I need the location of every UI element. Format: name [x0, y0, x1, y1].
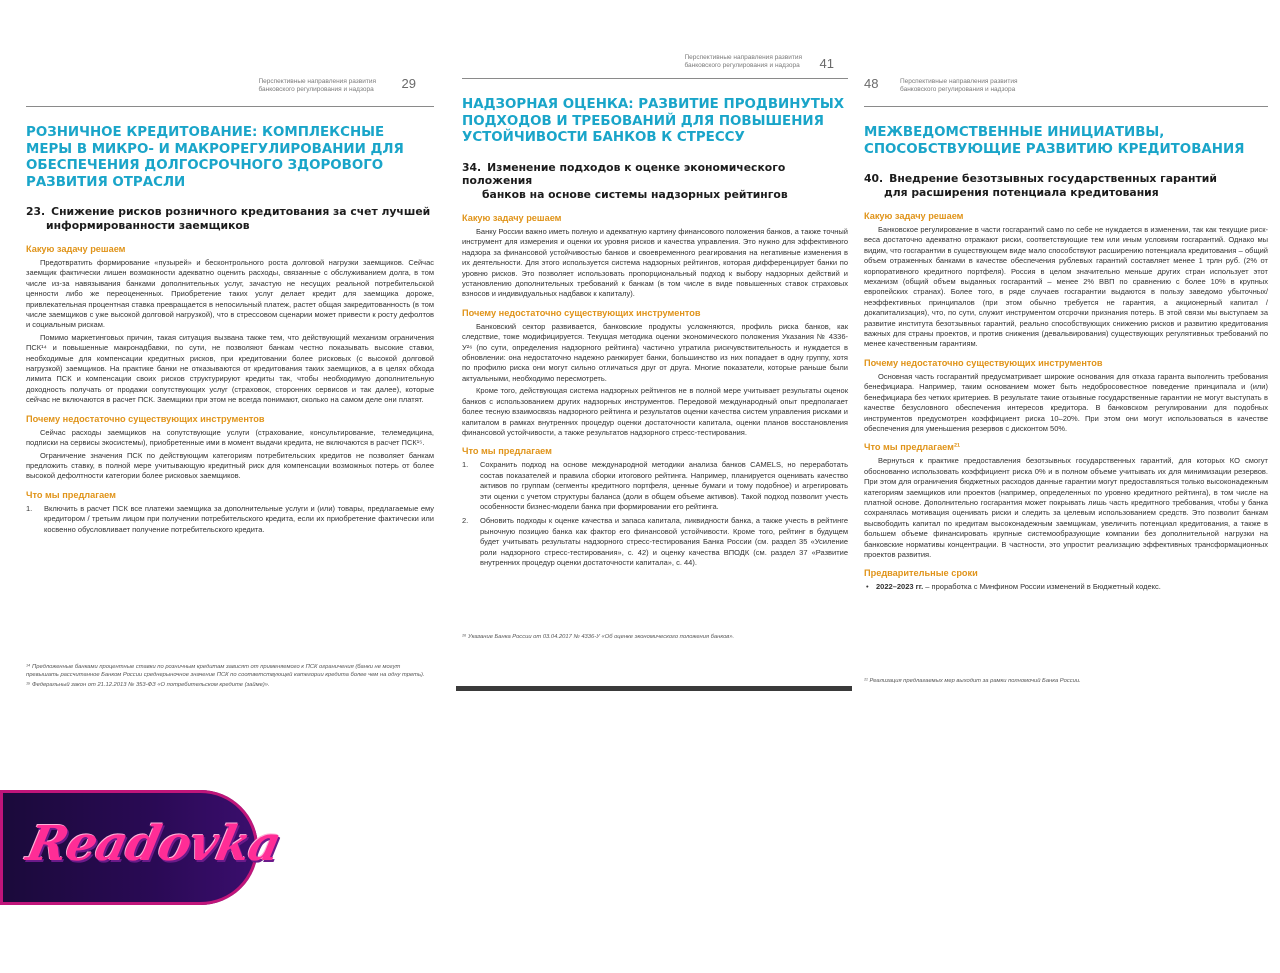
document-page-41 — [452, 40, 862, 700]
chapter-title: НАДЗОРНАЯ ОЦЕНКА: РАЗВИТИЕ ПРОДВИНУТЫХ ПОДХОДОВ И ТРЕБОВАНИЙ ДЛЯ ПОВЫШЕНИЯ УСТОЙЧИВОСТИ БАНКОВ К СТРЕССУ — [462, 97, 845, 145]
paragraph: Банку России важно иметь полную и адекватную картину финансового положения банков, а также точный инструмент для измерения и оценки их уровня рисков и качества управления. Это нужно для эффективного надзора за финансовой устойчивостью банков и своевременного реагирования на негативные изменения в их деятельности. Для этого используется система надзорных рейтингов, которая дифференцирует банки по уровню рисков. Это позволяет использовать пропорциональный подход к выбору надзорных действий и установлению дополнительных требований к банкам (в том числе в виде повышенных ставок страховых взносов и индивидуальных надбавок к капиталу). — [462, 227, 848, 299]
paragraph: Кроме того, действующая система надзорных рейтингов не в полной мере учитывает результаты оценок банков с использованием других надзорных инструментов. Передовой международный опыт предполагает более тесную взаимосвязь надзорного рейтинга и результатов оценки качества систем управления рисками и капиталом в рамках внутренних процедур оценки достаточности капитала, оценки планов восстановления финансовой устойчивости, а также результатов надзорного стресс-тестирования. — [462, 386, 848, 437]
proposal-list — [26, 504, 434, 535]
footnote: ¹⁴ Предложенные банками процентные ставки по розничным кредитам зависят от применяемого к ПСК ограничения (банки не могут превышать рассчитанное Банком России среднерыночное значение ПСК по соответствующей категории кредита более чем на одну треть). — [26, 664, 425, 678]
page-header — [462, 54, 848, 79]
page-number: 41 — [819, 56, 834, 71]
section-title: 40. Внедрение безотзывных государственных гарантий для расширения потенциала кредитования — [864, 172, 1217, 199]
paragraph: Ограничение значения ПСК по действующим категориям потребительских кредитов не позволяет банкам предложить ставку, в полной мере учитывающую кредитный риск для компенсации возможных потерь от более высокой дефолтности категории более рисковых заемщиков. — [26, 450, 434, 481]
page-number: 29 — [401, 76, 416, 91]
footnote: ¹⁵ Федеральный закон от 21.12.2013 № 353-ФЗ «О потребительском кредите (займе)». — [26, 682, 270, 688]
timeline-item: • 2022–2023 гг. – проработка с Минфином России изменений в Бюджетный кодекс. — [864, 582, 1268, 592]
paragraph: Основная часть госгарантий предусматривает широкие основания для отказа гаранта выполнить требования бенефициара. Например, таким основанием может быть недобросовестное поведение принципала и (или) бенефициара без четких критериев. В результате такие отзывные государственные гарантии не могут выступать в качестве безусловного обеспечения интересов кредитора. В банковском регулировании для подобных инструментов предусмотрен коэффициент риска 10–20%. При этом они могут использоваться в качестве обеспечения для уменьшения резервов с дисконтом 50%. — [864, 371, 1268, 433]
readovka-logo — [0, 790, 286, 905]
list-item: 2. Обновить подходы к оценке качества и запаса капитала, ликвидности банка, а также учесть в рейтинге рыночную позицию банка как фактор его финансовой устойчивости. Кроме того, рейтинг в будущем будет учитывать результаты надзорного стресс-тестирования Банка России (см. раздел 35 «Усиление роли надзорного стресс-тестирования», с. 42) и оценку качества ВПОДК (см. раздел 37 «Развитие внутренних процедур оценки достаточности капитала», с. 44). — [462, 516, 848, 567]
subheading-propose: Что мы предлагаем — [26, 489, 116, 500]
footnotes — [864, 678, 1264, 689]
footnotes — [26, 664, 434, 693]
proposal-list — [462, 460, 848, 568]
subheading-task: Какую задачу решаем — [462, 213, 562, 223]
subheading-task: Какую задачу решаем — [26, 244, 126, 254]
list-item: 1. Включить в расчет ПСК все платежи заемщика за дополнительные услуги и (или) товары, предлагаемые ему кредитором / третьим лицом при получении потребительского кредита, если их приобретение фактически или косвенно обусловливает получение потребительского кредита. — [26, 503, 434, 534]
list-item: 1. Сохранить подход на основе международной методики анализа банков CAMELS, но переработать состав показателей и правила сборки итогового рейтинга. Например, планируется оценивать качество активов по группам (сегменты кредитного портфеля, ценные бумаги и тому подобное) и агрегировать эти оценки с учетом структуры баланса (доли в общем объеме активов). Такой подход позволит учесть особенности бизнес-модели банка при формировании его рейтинга. — [462, 460, 848, 511]
paragraph: Сейчас расходы заемщиков на сопутствующие услуги (страхование, консультирование, телемедицина, подписки на сервисы экосистемы), приобретенные ими в момент выдачи кредита, не включаются в расчет ПСК¹⁵. — [26, 427, 434, 448]
subheading-propose: Что мы предлагаем — [462, 446, 552, 457]
subheading-lack: Почему недостаточно существующих инструментов — [26, 413, 265, 424]
subheading-task: Какую задачу решаем — [864, 211, 964, 221]
page-header — [864, 72, 1268, 107]
subheading-lack: Почему недостаточно существующих инструментов — [462, 307, 701, 318]
page-divider-bar — [456, 686, 852, 691]
page-header — [26, 72, 434, 107]
page-number: 48 — [864, 76, 879, 91]
subheading-lack: Почему недостаточно существующих инструментов — [864, 357, 1103, 368]
running-header: Перспективные направления развития банковского регулирования и надзора — [684, 54, 802, 69]
chapter-title: МЕЖВЕДОМСТВЕННЫЕ ИНИЦИАТИВЫ, СПОСОБСТВУЮЩИЕ РАЗВИТИЮ КРЕДИТОВАНИЯ — [864, 125, 1245, 157]
chapter-title: РОЗНИЧНОЕ КРЕДИТОВАНИЕ: КОМПЛЕКСНЫЕ МЕРЫ В МИКРО- И МАКРОРЕГУЛИРОВАНИИ ДЛЯ ОБЕСПЕЧЕНИЯ ДОЛГОСРОЧНОГО ЗДОРОВОГО РАЗВИТИЯ ОТРАСЛИ — [26, 125, 404, 190]
footnote: ²¹ Реализация предлагаемых мер выходит за рамки полномочий Банка России. — [864, 678, 1081, 684]
paragraph: Предотвратить формирование «пузырей» и бесконтрольного роста долговой нагрузки заемщиков. Сейчас заемщик фактически лишен возможности адекватно оценить расходы, связанные с обслуживанием долга, в том числе из-за навязывания банками дополнительных услуг, зачастую не несущих реальной потребительской ценности либо же переоцененных. Приобретение таких услуг делает кредит для заемщика дороже, привлекательная процентная ставка превращается в непосильный платеж, растет общая закредитованность (в том числе заемщиков с уже высокой долговой нагрузкой), что в стрессовом сценарии может привести к росту дефолтов и социальным рискам. — [26, 258, 434, 330]
document-page-29 — [0, 58, 450, 718]
document-page-48 — [852, 58, 1280, 718]
footnotes — [462, 634, 846, 645]
paragraph: Банковский сектор развивается, банковские продукты усложняются, профиль риска банков, как следствие, тоже модифицируется. Текущая методика оценки экономического положения Указания № 4336-У²⁶ (по сути, определения надзорного рейтинга) частично утратила рискчувствительность и нуждается в обновлении: она недостаточно надежно ранжирует банки, большинство из них попадает в одну группу, хотя по профилю риска они могут сильно отличаться друг от друга. Многие показатели, которые раньше были актуальными, необходимо пересмотреть. — [462, 321, 848, 383]
paragraph: Помимо маркетинговых причин, такая ситуация вызвана также тем, что действующий механизм ограничения ПСК¹⁴ и повышенные макронадбавки, по сути, не позволяют банкам честно показывать высокие ставки, необходимые для компенсации кредитных рисков, при кредитовании более рисковых (с высокой долговой нагрузкой) заемщиков. На практике банки не отказываются от кредитования таких заемщиков, а в целях обхода лимита ПСК и компенсации своих рисков структурируют кредиты так, чтобы необходимую дополнительную доходность получать от продажи сопутствующих услуг (страховок, сторонних сервисов и так далее), которые сейчас не включаются в расчет ПСК. Заемщики при этом не всегда понимают, сколько на самом деле они платят. — [26, 332, 434, 405]
subheading-timeline: Предварительные сроки — [864, 568, 978, 579]
paragraph: Вернуться к практике предоставления безотзывных государственных гарантий, для которых КО смогут обоснованно использовать коэффициент риска 0% и в полном объеме учитывать их для минимизации резервов. При этом для ограничения бюджетных расходов данные гарантии могут предоставляться только высоконадежным категориям заемщиков или проектов (например, определенных по уровню кредитного рейтинга), в том числе на платной основе. Дополнительно госгарантия может покрывать лишь часть кредитного требования, чтобы у банка сохранялась мотивация оценивать риски и следить за целевым использованием средств. Это позволит банкам высвободить капитал по кредитам высоконадежным заемщикам, увеличить потенциал кредитования, а также в большем объеме финансировать крупные системообразующие компании без дополнительной нагрузки на банковские нормативы концентрации. В частности, это упростит реализацию эффективных трансформационных проектов развития. — [864, 456, 1268, 559]
running-header: Перспективные направления развития банковского регулирования и надзора — [900, 78, 1018, 93]
section-title: 23. Снижение рисков розничного кредитования за счет лучшей информированности заемщиков — [26, 205, 431, 232]
running-header: Перспективные направления развития банковского регулирования и надзора — [258, 78, 376, 93]
footnote: ²⁶ Указание Банка России от 03.04.2017 № 4336-У «Об оценке экономического положения банков». — [462, 634, 735, 640]
logo-text: Readovka — [22, 816, 286, 872]
paragraph: Банковское регулирование в части госгарантий само по себе не нуждается в изменении, так как текущие риск-веса достаточно адекватно отражают риски, соответствующие тем или иным условиям госгарантий. Однако мы видим, что госгарантии в существующем виде мало способствуют расширению потенциала кредитования – общий объем отраженных банками в качестве обеспечения рублевых гарантий составляет менее 1 трлн руб. (2% от корпоративного кредитного портфеля). Россия в целом значительно меньше других стран использует этот механизм (общий объем выданных госгарантий – менее 2% ВВП по сравнению с более 10% в крупных европейских странах). Более того, в ряде случаев госгарантии выдаются в пользу заведомо убыточных/неэффективных принципалов (при этом обычно требуется не гарантия, а акционерный капитал / докапитализация), что, по сути, служит инструментом отсрочки признания потерь. В этой связи мы выступаем за развитие института безотзывных гарантий, реально способствующих снижению рисков и развитию кредитования важных для страны проектов, и против снижения (девальвирования) существующих регулятивных требований по менее качественным гарантиям. — [864, 225, 1268, 349]
subheading-propose: Что мы предлагаем²¹ — [864, 442, 961, 453]
section-title: 34. Изменение подходов к оценке экономического положения банков на основе системы надзорных рейтингов — [462, 160, 788, 201]
